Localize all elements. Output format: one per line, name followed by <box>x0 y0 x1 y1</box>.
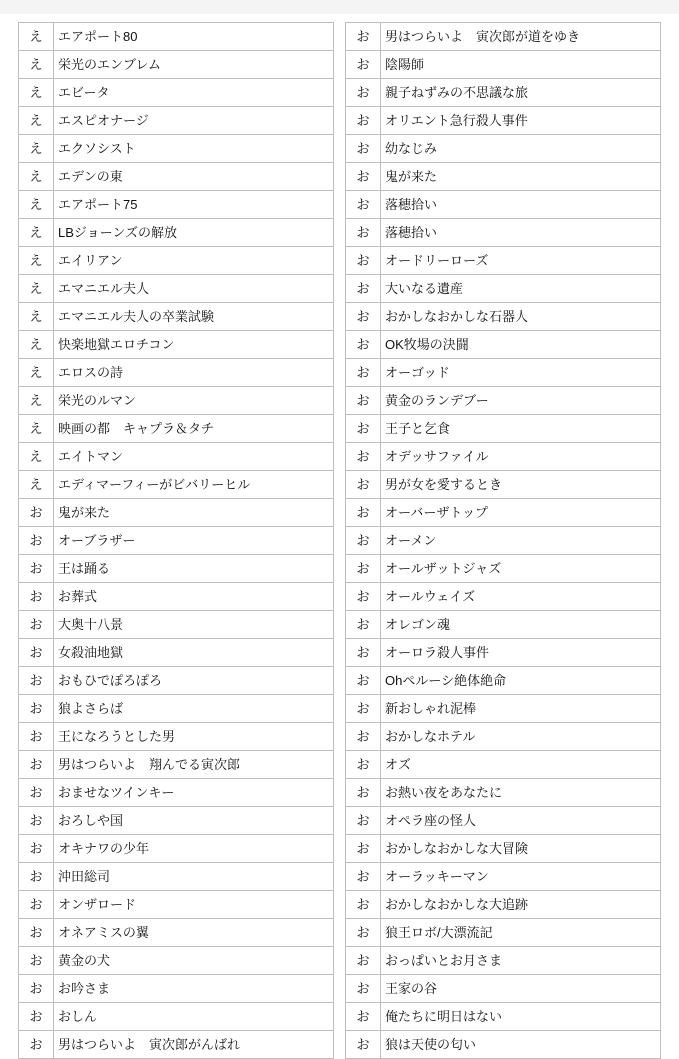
table-row <box>346 135 661 163</box>
title-cell: おろしや国 <box>54 807 334 835</box>
left-column <box>18 22 334 1059</box>
table-row <box>19 247 334 275</box>
table-row <box>19 891 334 919</box>
right-column <box>345 22 661 1059</box>
title-cell: 映画の都 キャプラ＆タチ <box>54 415 334 443</box>
title-cell: OK牧場の決闘 <box>381 331 661 359</box>
title-cell: オールウェイズ <box>381 583 661 611</box>
title-cell: おしん <box>54 1003 334 1031</box>
title-cell: 女殺油地獄 <box>54 639 334 667</box>
table-row <box>19 975 334 1003</box>
kana-cell: お <box>346 247 381 275</box>
kana-cell: お <box>19 639 54 667</box>
title-cell: オペラ座の怪人 <box>381 807 661 835</box>
kana-cell: お <box>19 527 54 555</box>
kana-cell: お <box>19 1031 54 1059</box>
kana-cell: お <box>19 555 54 583</box>
title-cell: 俺たちに明日はない <box>381 1003 661 1031</box>
kana-cell: お <box>19 583 54 611</box>
kana-cell: お <box>346 891 381 919</box>
title-cell: 快楽地獄エロチコン <box>54 331 334 359</box>
table-body-right <box>346 23 661 1059</box>
title-cell: 新おしゃれ泥棒 <box>381 695 661 723</box>
table-row <box>19 387 334 415</box>
table-row <box>19 835 334 863</box>
table-row <box>19 107 334 135</box>
title-cell: 黄金のランデブー <box>381 387 661 415</box>
title-cell: オールザットジャズ <box>381 555 661 583</box>
title-cell: お吟さま <box>54 975 334 1003</box>
table-row <box>346 863 661 891</box>
title-cell: 大奥十八景 <box>54 611 334 639</box>
kana-cell: お <box>19 807 54 835</box>
kana-cell: え <box>19 387 54 415</box>
kana-cell: お <box>346 835 381 863</box>
table-row <box>346 1031 661 1059</box>
kana-cell: お <box>346 947 381 975</box>
kana-cell: え <box>19 359 54 387</box>
table-row <box>346 499 661 527</box>
title-cell: エマニエル夫人の卒業試験 <box>54 303 334 331</box>
title-cell: オデッサファイル <box>381 443 661 471</box>
kana-cell: お <box>19 751 54 779</box>
table-row <box>346 667 661 695</box>
title-cell: オーバーザトップ <box>381 499 661 527</box>
table-row <box>19 331 334 359</box>
table-row <box>346 695 661 723</box>
table-row <box>19 723 334 751</box>
kana-cell: お <box>346 359 381 387</box>
table-row <box>346 947 661 975</box>
table-row <box>346 331 661 359</box>
table-row <box>346 275 661 303</box>
table-row <box>19 415 334 443</box>
kana-cell: お <box>19 975 54 1003</box>
title-cell: お熱い夜をあなたに <box>381 779 661 807</box>
table-row <box>346 975 661 1003</box>
film-index-table-left <box>18 22 334 1059</box>
table-row <box>19 919 334 947</box>
title-cell: エイトマン <box>54 443 334 471</box>
title-cell: 男が女を愛するとき <box>381 471 661 499</box>
kana-cell: お <box>346 387 381 415</box>
table-row <box>346 555 661 583</box>
kana-cell: お <box>346 331 381 359</box>
title-cell: 幼なじみ <box>381 135 661 163</box>
kana-cell: お <box>346 611 381 639</box>
table-row <box>19 667 334 695</box>
kana-cell: お <box>19 723 54 751</box>
title-cell: エディマーフィーがビバリーヒル <box>54 471 334 499</box>
film-index-table-right <box>345 22 661 1059</box>
kana-cell: お <box>19 499 54 527</box>
kana-cell: お <box>19 611 54 639</box>
kana-cell: お <box>346 191 381 219</box>
title-cell: エアポート75 <box>54 191 334 219</box>
kana-cell: お <box>346 135 381 163</box>
kana-cell: お <box>346 1031 381 1059</box>
kana-cell: お <box>346 303 381 331</box>
title-cell: エアポート80 <box>54 23 334 51</box>
kana-cell: え <box>19 79 54 107</box>
table-row <box>346 191 661 219</box>
table-row <box>19 583 334 611</box>
kana-cell: え <box>19 443 54 471</box>
title-cell: 栄光のエンブレム <box>54 51 334 79</box>
table-body-left <box>19 23 334 1059</box>
title-cell: 狼よさらば <box>54 695 334 723</box>
kana-cell: え <box>19 247 54 275</box>
table-row <box>346 751 661 779</box>
table-row <box>19 1003 334 1031</box>
title-cell: Ohペルーシ絶体絶命 <box>381 667 661 695</box>
table-row <box>346 611 661 639</box>
kana-cell: お <box>346 499 381 527</box>
title-cell: 男はつらいよ 翔んでる寅次郎 <box>54 751 334 779</box>
title-cell: 王子と乞食 <box>381 415 661 443</box>
table-row <box>19 639 334 667</box>
kana-cell: え <box>19 219 54 247</box>
kana-cell: お <box>346 583 381 611</box>
kana-cell: お <box>19 835 54 863</box>
table-row <box>19 275 334 303</box>
table-row <box>19 499 334 527</box>
table-row <box>346 23 661 51</box>
title-cell: お葬式 <box>54 583 334 611</box>
title-cell: おかしなホテル <box>381 723 661 751</box>
kana-cell: え <box>19 303 54 331</box>
kana-cell: お <box>346 779 381 807</box>
title-cell: LBジョーンズの解放 <box>54 219 334 247</box>
kana-cell: お <box>346 107 381 135</box>
table-row <box>19 1031 334 1059</box>
title-cell: 黄金の犬 <box>54 947 334 975</box>
table-row <box>346 359 661 387</box>
title-cell: 狼王ロボ/大漂流記 <box>381 919 661 947</box>
table-row <box>19 807 334 835</box>
title-cell: 男はつらいよ 寅次郎が道をゆき <box>381 23 661 51</box>
table-row <box>19 135 334 163</box>
table-row <box>19 163 334 191</box>
title-cell: オーラッキーマン <box>381 863 661 891</box>
table-row <box>19 947 334 975</box>
title-cell: おかしなおかしな大冒険 <box>381 835 661 863</box>
kana-cell: お <box>346 751 381 779</box>
kana-cell: お <box>19 891 54 919</box>
title-cell: 鬼が来た <box>381 163 661 191</box>
title-cell: オーブラザー <box>54 527 334 555</box>
title-cell: 男はつらいよ 寅次郎がんばれ <box>54 1031 334 1059</box>
kana-cell: お <box>346 23 381 51</box>
title-cell: 沖田総司 <box>54 863 334 891</box>
title-cell: オードリーローズ <box>381 247 661 275</box>
table-row <box>19 695 334 723</box>
kana-cell: え <box>19 191 54 219</box>
title-cell: オキナワの少年 <box>54 835 334 863</box>
two-column-layout <box>18 22 661 1059</box>
kana-cell: お <box>346 527 381 555</box>
table-row <box>19 863 334 891</box>
kana-cell: お <box>346 471 381 499</box>
table-row <box>19 219 334 247</box>
table-row <box>19 611 334 639</box>
kana-cell: お <box>19 667 54 695</box>
kana-cell: お <box>19 695 54 723</box>
kana-cell: お <box>346 219 381 247</box>
kana-cell: お <box>346 163 381 191</box>
kana-cell: え <box>19 471 54 499</box>
kana-cell: え <box>19 331 54 359</box>
table-row <box>19 779 334 807</box>
title-cell: オーゴッド <box>381 359 661 387</box>
kana-cell: お <box>19 779 54 807</box>
kana-cell: え <box>19 135 54 163</box>
kana-cell: お <box>346 919 381 947</box>
table-row <box>19 191 334 219</box>
title-cell: 陰陽師 <box>381 51 661 79</box>
title-cell: オリエント急行殺人事件 <box>381 107 661 135</box>
title-cell: エクソシスト <box>54 135 334 163</box>
title-cell: エイリアン <box>54 247 334 275</box>
table-row <box>346 807 661 835</box>
table-row <box>19 471 334 499</box>
table-row <box>346 891 661 919</box>
title-cell: オンザロード <box>54 891 334 919</box>
kana-cell: お <box>346 807 381 835</box>
kana-cell: え <box>19 107 54 135</box>
table-row <box>346 835 661 863</box>
title-cell: エビータ <box>54 79 334 107</box>
title-cell: エスピオナージ <box>54 107 334 135</box>
table-row <box>346 723 661 751</box>
table-row <box>19 359 334 387</box>
kana-cell: お <box>346 79 381 107</box>
table-row <box>346 639 661 667</box>
kana-cell: お <box>346 1003 381 1031</box>
table-row <box>346 919 661 947</box>
title-cell: エマニエル夫人 <box>54 275 334 303</box>
table-row <box>346 163 661 191</box>
table-row <box>19 23 334 51</box>
table-row <box>346 303 661 331</box>
table-row <box>19 51 334 79</box>
title-cell: おもひでぽろぽろ <box>54 667 334 695</box>
title-cell: 狼は天使の匂い <box>381 1031 661 1059</box>
table-row <box>346 471 661 499</box>
kana-cell: お <box>19 863 54 891</box>
table-row <box>346 415 661 443</box>
kana-cell: お <box>346 723 381 751</box>
table-row <box>19 527 334 555</box>
table-row <box>19 555 334 583</box>
kana-cell: え <box>19 163 54 191</box>
table-row <box>346 527 661 555</box>
table-row <box>346 387 661 415</box>
kana-cell: お <box>346 695 381 723</box>
title-cell: おかしなおかしな石器人 <box>381 303 661 331</box>
kana-cell: え <box>19 23 54 51</box>
table-row <box>346 1003 661 1031</box>
title-cell: おかしなおかしな大追跡 <box>381 891 661 919</box>
table-row <box>346 247 661 275</box>
kana-cell: お <box>346 443 381 471</box>
title-cell: オズ <box>381 751 661 779</box>
title-cell: オーロラ殺人事件 <box>381 639 661 667</box>
page-top-strip <box>0 0 679 14</box>
kana-cell: お <box>19 919 54 947</box>
title-cell: 栄光のルマン <box>54 387 334 415</box>
title-cell: 大いなる遺産 <box>381 275 661 303</box>
table-row <box>346 107 661 135</box>
kana-cell: お <box>346 639 381 667</box>
title-cell: 落穂拾い <box>381 191 661 219</box>
title-cell: 王は踊る <box>54 555 334 583</box>
kana-cell: え <box>19 51 54 79</box>
kana-cell: お <box>346 863 381 891</box>
title-cell: おませなツインキー <box>54 779 334 807</box>
title-cell: エロスの詩 <box>54 359 334 387</box>
kana-cell: お <box>346 667 381 695</box>
table-row <box>19 751 334 779</box>
table-row <box>346 79 661 107</box>
title-cell: 落穂拾い <box>381 219 661 247</box>
title-cell: オーメン <box>381 527 661 555</box>
table-row <box>346 583 661 611</box>
table-row <box>346 779 661 807</box>
title-cell: 鬼が来た <box>54 499 334 527</box>
table-row <box>19 79 334 107</box>
table-row <box>346 443 661 471</box>
title-cell: 王になろうとした男 <box>54 723 334 751</box>
kana-cell: お <box>19 947 54 975</box>
kana-cell: お <box>346 415 381 443</box>
kana-cell: お <box>346 555 381 583</box>
table-row <box>346 51 661 79</box>
title-cell: 親子ねずみの不思議な旅 <box>381 79 661 107</box>
kana-cell: え <box>19 275 54 303</box>
kana-cell: お <box>346 51 381 79</box>
title-cell: オレゴン魂 <box>381 611 661 639</box>
table-row <box>19 443 334 471</box>
title-cell: おっぱいとお月さま <box>381 947 661 975</box>
title-cell: 王家の谷 <box>381 975 661 1003</box>
table-row <box>346 219 661 247</box>
title-cell: エデンの東 <box>54 163 334 191</box>
table-row <box>19 303 334 331</box>
kana-cell: え <box>19 415 54 443</box>
kana-cell: お <box>19 1003 54 1031</box>
kana-cell: お <box>346 275 381 303</box>
title-cell: オネアミスの翼 <box>54 919 334 947</box>
kana-cell: お <box>346 975 381 1003</box>
